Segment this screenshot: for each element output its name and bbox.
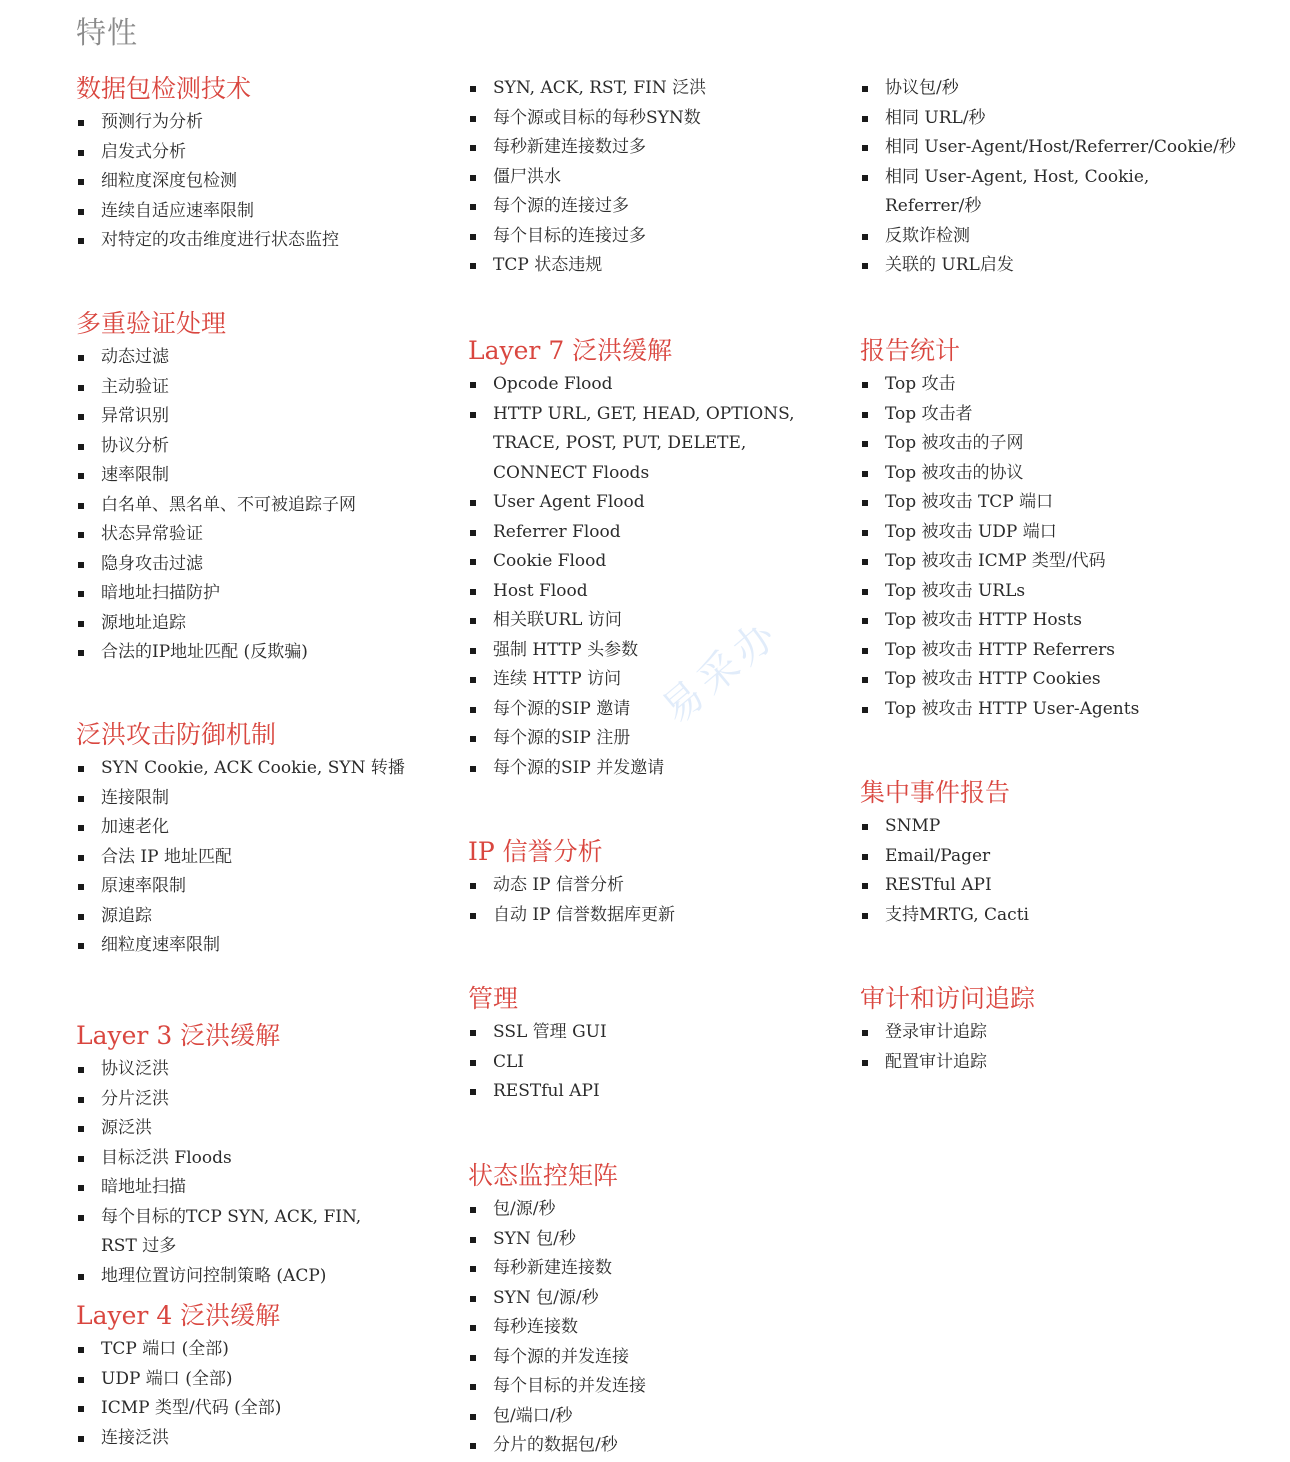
list-item: 每个源的SIP 并发邀请 <box>468 754 808 784</box>
list-item: 分片的数据包/秒 <box>468 1431 808 1461</box>
list-item: 协议泛洪 <box>76 1055 436 1085</box>
page-title: 特性 <box>76 16 138 51</box>
list-item: Top 被攻击的协议 <box>860 459 1240 489</box>
list-item: 每个源的SIP 注册 <box>468 724 808 754</box>
list-item: 连续 HTTP 访问 <box>468 665 808 695</box>
list-item: Top 攻击 <box>860 370 1240 400</box>
list-item: 相同 User-Agent, Host, Cookie, Referrer/秒 <box>860 163 1240 222</box>
list-item: ICMP 类型/代码 (全部) <box>76 1394 436 1424</box>
section-event-reports <box>860 776 1240 930</box>
section-title: 集中事件报告 <box>860 778 1011 807</box>
list-item: RESTful API <box>860 871 1240 901</box>
section-title: 管理 <box>468 984 519 1013</box>
list-item: 暗地址扫描防护 <box>76 579 436 609</box>
list-item: 相关联URL 访问 <box>468 606 808 636</box>
list-item: Opcode Flood <box>468 370 808 400</box>
section-flood-defense <box>76 718 436 961</box>
list-item: 每个目标的并发连接 <box>468 1372 808 1402</box>
list-item: 连续自适应速率限制 <box>76 197 436 227</box>
section-multi-auth <box>76 307 436 668</box>
section-title: IP 信誉分析 <box>468 837 603 866</box>
section-dpi <box>76 72 436 256</box>
list-item: HTTP URL, GET, HEAD, OPTIONS, TRACE, POST, PUT, DELETE, CONNECT Floods <box>468 400 808 489</box>
list-item: UDP 端口 (全部) <box>76 1365 436 1395</box>
list-item: 合法的IP地址匹配 (反欺骗) <box>76 638 436 668</box>
list-item: 暗地址扫描 <box>76 1173 436 1203</box>
section-title: 状态监控矩阵 <box>468 1161 619 1190</box>
list-item: 连接限制 <box>76 784 436 814</box>
list-item: 僵尸洪水 <box>468 163 808 193</box>
list-item: 连接泛洪 <box>76 1424 436 1454</box>
list-item: Top 被攻击 TCP 端口 <box>860 488 1240 518</box>
section-state-matrix <box>468 1159 808 1461</box>
item-list <box>860 1018 1240 1077</box>
section-layer7 <box>468 334 808 783</box>
list-item: 强制 HTTP 头参数 <box>468 636 808 666</box>
section-title: 多重验证处理 <box>76 309 227 338</box>
section-layer4-continued <box>468 74 808 281</box>
list-item: 隐身攻击过滤 <box>76 550 436 580</box>
section-title: 报告统计 <box>860 336 961 365</box>
list-item: Top 被攻击 HTTP Cookies <box>860 665 1240 695</box>
list-item: 相同 URL/秒 <box>860 104 1240 134</box>
item-list <box>468 74 808 281</box>
list-item: 每秒新建连接数 <box>468 1254 808 1284</box>
list-item: 加速老化 <box>76 813 436 843</box>
list-item: Top 攻击者 <box>860 400 1240 430</box>
list-item: 目标泛洪 Floods <box>76 1144 436 1174</box>
list-item: Host Flood <box>468 577 808 607</box>
section-layer4 <box>76 1299 436 1453</box>
list-item: 启发式分析 <box>76 138 436 168</box>
list-item: 速率限制 <box>76 461 436 491</box>
item-list <box>76 754 436 961</box>
section-title: 泛洪攻击防御机制 <box>76 720 277 749</box>
list-item: SYN, ACK, RST, FIN 泛洪 <box>468 74 808 104</box>
list-item: 每个源的SIP 邀请 <box>468 695 808 725</box>
list-item: 地理位置访问控制策略 (ACP) <box>76 1262 436 1292</box>
section-title: 数据包检测技术 <box>76 74 252 103</box>
list-item: 对特定的攻击维度进行状态监控 <box>76 226 436 256</box>
list-item: Cookie Flood <box>468 547 808 577</box>
list-item: TCP 端口 (全部) <box>76 1335 436 1365</box>
list-item: TCP 状态违规 <box>468 251 808 281</box>
section-management <box>468 982 808 1107</box>
list-item: 合法 IP 地址匹配 <box>76 843 436 873</box>
list-item: Referrer Flood <box>468 518 808 548</box>
list-item: 每个源的并发连接 <box>468 1343 808 1373</box>
item-list <box>76 1055 436 1291</box>
item-list <box>468 871 808 930</box>
list-item: 细粒度速率限制 <box>76 931 436 961</box>
list-item: 细粒度深度包检测 <box>76 167 436 197</box>
list-item: Email/Pager <box>860 842 1240 872</box>
section-state-matrix-continued <box>860 74 1240 281</box>
section-title: 审计和访问追踪 <box>860 984 1036 1013</box>
item-list <box>468 1195 808 1461</box>
list-item: 相同 User-Agent/Host/Referrer/Cookie/秒 <box>860 133 1240 163</box>
section-title: Layer 7 泛洪缓解 <box>468 336 673 365</box>
list-item: 反欺诈检测 <box>860 222 1240 252</box>
list-item: CLI <box>468 1048 808 1078</box>
list-item: Top 被攻击 URLs <box>860 577 1240 607</box>
list-item: 包/源/秒 <box>468 1195 808 1225</box>
section-layer3 <box>76 1019 436 1291</box>
list-item: 主动验证 <box>76 373 436 403</box>
list-item: 协议分析 <box>76 432 436 462</box>
list-item: Top 被攻击 HTTP Referrers <box>860 636 1240 666</box>
list-item: User Agent Flood <box>468 488 808 518</box>
list-item: 白名单、黑名单、不可被追踪子网 <box>76 491 436 521</box>
list-item: 每秒连接数 <box>468 1313 808 1343</box>
item-list <box>468 1018 808 1107</box>
item-list <box>860 812 1240 930</box>
section-title: Layer 3 泛洪缓解 <box>76 1021 281 1050</box>
list-item: 每个源或目标的每秒SYN数 <box>468 104 808 134</box>
list-item: 登录审计追踪 <box>860 1018 1240 1048</box>
section-audit <box>860 982 1240 1077</box>
list-item: RESTful API <box>468 1077 808 1107</box>
item-list <box>860 370 1240 724</box>
list-item: Top 被攻击 UDP 端口 <box>860 518 1240 548</box>
item-list <box>76 343 436 668</box>
item-list <box>76 108 436 256</box>
section-title: Layer 4 泛洪缓解 <box>76 1301 281 1330</box>
section-ip-reputation <box>468 835 808 930</box>
list-item: 原速率限制 <box>76 872 436 902</box>
list-item: 动态 IP 信誉分析 <box>468 871 808 901</box>
list-item: 支持MRTG, Cacti <box>860 901 1240 931</box>
list-item: 自动 IP 信誉数据库更新 <box>468 901 808 931</box>
item-list <box>860 74 1240 281</box>
item-list <box>76 1335 436 1453</box>
list-item: 动态过滤 <box>76 343 436 373</box>
list-item: SNMP <box>860 812 1240 842</box>
watermark: 易采办 <box>653 609 789 734</box>
list-item: 源泛洪 <box>76 1114 436 1144</box>
list-item: 每秒新建连接数过多 <box>468 133 808 163</box>
list-item: 预测行为分析 <box>76 108 436 138</box>
list-item: 协议包/秒 <box>860 74 1240 104</box>
list-item: Top 被攻击 HTTP Hosts <box>860 606 1240 636</box>
list-item: Top 被攻击的子网 <box>860 429 1240 459</box>
list-item: 每个目标的连接过多 <box>468 222 808 252</box>
list-item: 源追踪 <box>76 902 436 932</box>
list-item: SYN 包/秒 <box>468 1225 808 1255</box>
list-item: SYN 包/源/秒 <box>468 1284 808 1314</box>
list-item: 关联的 URL启发 <box>860 251 1240 281</box>
list-item: 每个目标的TCP SYN, ACK, FIN, RST 过多 <box>76 1203 436 1262</box>
list-item: 源地址追踪 <box>76 609 436 639</box>
list-item: 配置审计追踪 <box>860 1048 1240 1078</box>
list-item: 状态异常验证 <box>76 520 436 550</box>
list-item: 每个源的连接过多 <box>468 192 808 222</box>
list-item: 分片泛洪 <box>76 1085 436 1115</box>
list-item: SSL 管理 GUI <box>468 1018 808 1048</box>
list-item: SYN Cookie, ACK Cookie, SYN 转播 <box>76 754 436 784</box>
item-list <box>468 370 808 783</box>
list-item: 异常识别 <box>76 402 436 432</box>
section-reports <box>860 334 1240 724</box>
list-item: 包/端口/秒 <box>468 1402 808 1432</box>
list-item: Top 被攻击 ICMP 类型/代码 <box>860 547 1240 577</box>
list-item: Top 被攻击 HTTP User-Agents <box>860 695 1240 725</box>
